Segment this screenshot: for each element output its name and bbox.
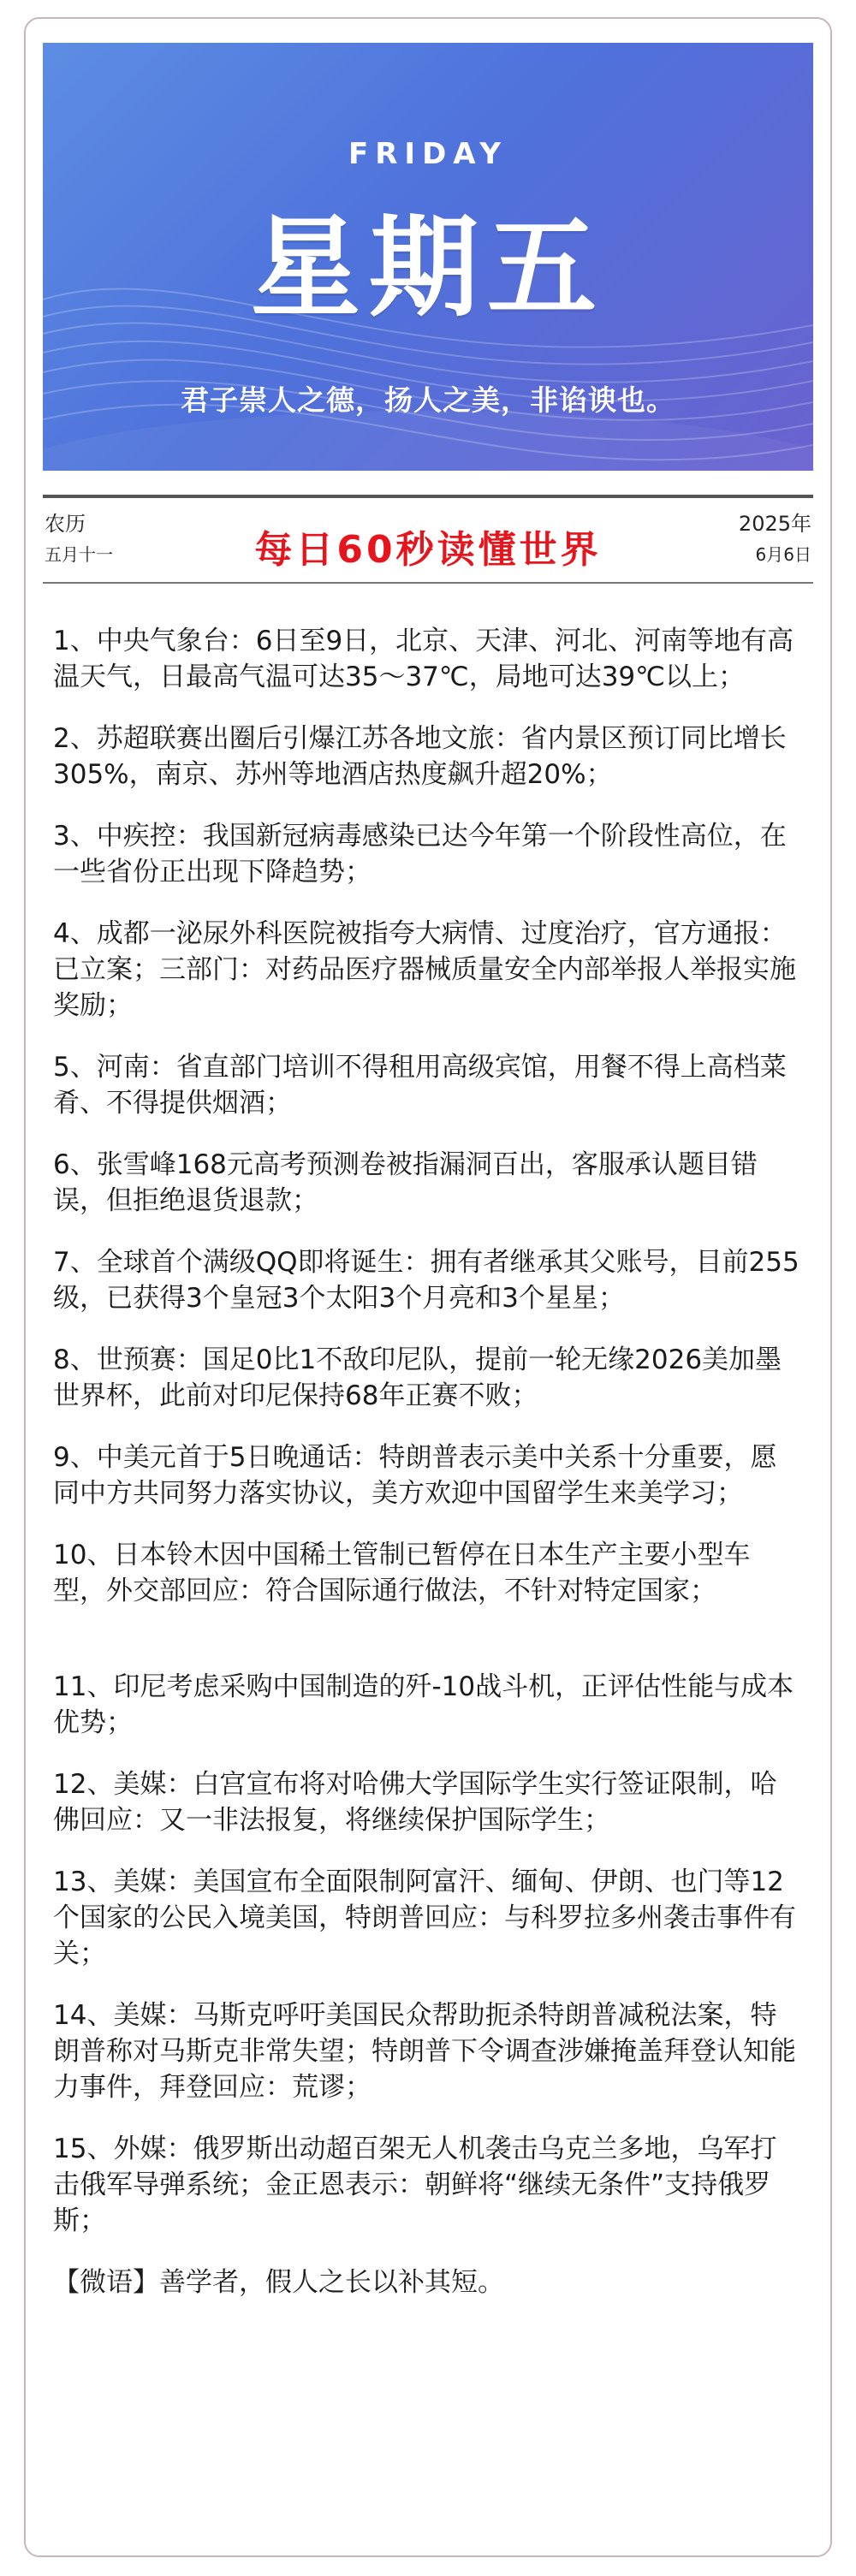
- news-item: 6、张雪峰168元高考预测卷被指漏洞百出，客服承认题目错误，但拒绝退货退款；: [53, 1149, 758, 1216]
- chinese-day: 星期五: [250, 204, 605, 332]
- english-day: FRIDAY: [348, 137, 508, 171]
- news-item: 13、美媒：美国宣布全面限制阿富汗、缅甸、伊朗、也门等12个国家的公民入境美国，特朗普回应：与科罗拉多州袭击事件有关；: [53, 1867, 796, 1969]
- news-item: 2、苏超联赛出圈后引爆江苏各地文旅：省内景区预订同比增长305%，南京、苏州等地酒店热度飙升超20%；: [53, 723, 787, 790]
- news-list: [53, 623, 803, 2327]
- news-item: 10、日本铃木因中国稀土管制已暂停在日本生产主要小型车型，外交部回应：符合国际通行做法，不针对特定国家；: [53, 1540, 751, 1606]
- month-day: 6月6日: [755, 544, 811, 565]
- news-item: 4、成都一泌尿外科医院被指夸大病情、过度治疗，官方通报：已立案；三部门：对药品医疗器械质量安全内部举报人举报实施奖励；: [53, 918, 796, 1021]
- lunar-label: 农历: [45, 512, 86, 536]
- news-item: 9、中美元首于5日晚通话：特朗普表示美中关系十分重要，愿同中方共同努力落实协议，美方欢迎中国留学生来美学习；: [53, 1442, 777, 1509]
- divider-bottom: [43, 582, 813, 584]
- news-item: 3、中疾控：我国新冠病毒感染已达今年第一个阶段性高位，在一些省份正出现下降趋势；: [53, 821, 787, 887]
- news-item: 11、印尼考虑采购中国制造的歼-10战斗机，正评估性能与成本优势；: [53, 1671, 794, 1738]
- daily-quote: 【微语】善学者，假人之长以补其短。: [53, 2267, 504, 2298]
- news-item: 15、外媒：俄罗斯出动超百架无人机袭击乌克兰多地，乌军打击俄军导弹系统；金正恩表示：朝鲜将“继续无条件”支持俄罗斯；: [53, 2134, 777, 2236]
- news-item: 8、世预赛：国足0比1不敌印尼队，提前一轮无缘2026美加墨世界杯，此前对印尼保持68年正赛不败；: [53, 1344, 782, 1411]
- news-item: 12、美媒：白宫宣布将对哈佛大学国际学生实行签证限制，哈佛回应：又一非法报复，将继续保护国际学生；: [53, 1769, 777, 1836]
- news-item: 7、全球首个满级QQ即将诞生：拥有者继承其父账号，目前255级，已获得3个皇冠3个太阳3个月亮和3个星星；: [53, 1247, 800, 1314]
- news-item: 1、中央气象台：6日至9日，北京、天津、河北、河南等地有高温天气，日最高气温可达35～37℃，局地可达39℃以上；: [53, 626, 794, 692]
- year: 2025年: [738, 512, 811, 536]
- divider-top: [43, 495, 813, 498]
- news-item: 5、河南：省直部门培训不得租用高级宾馆，用餐不得上高档菜肴、不得提供烟酒；: [53, 1052, 787, 1119]
- headline: 每日60秒读懂世界: [254, 528, 602, 572]
- news-item: 14、美媒：马斯克呼吁美国民众帮助扼杀特朗普减税法案，特朗普称对马斯克非常失望；特朗普下令调查涉嫌掩盖拜登认知能力事件，拜登回应：荒谬；: [53, 2000, 796, 2103]
- lunar-date: 五月十一: [45, 544, 113, 565]
- motto: 君子崇人之德，扬人之美，非谄谀也。: [181, 383, 675, 417]
- day-banner: [43, 43, 813, 471]
